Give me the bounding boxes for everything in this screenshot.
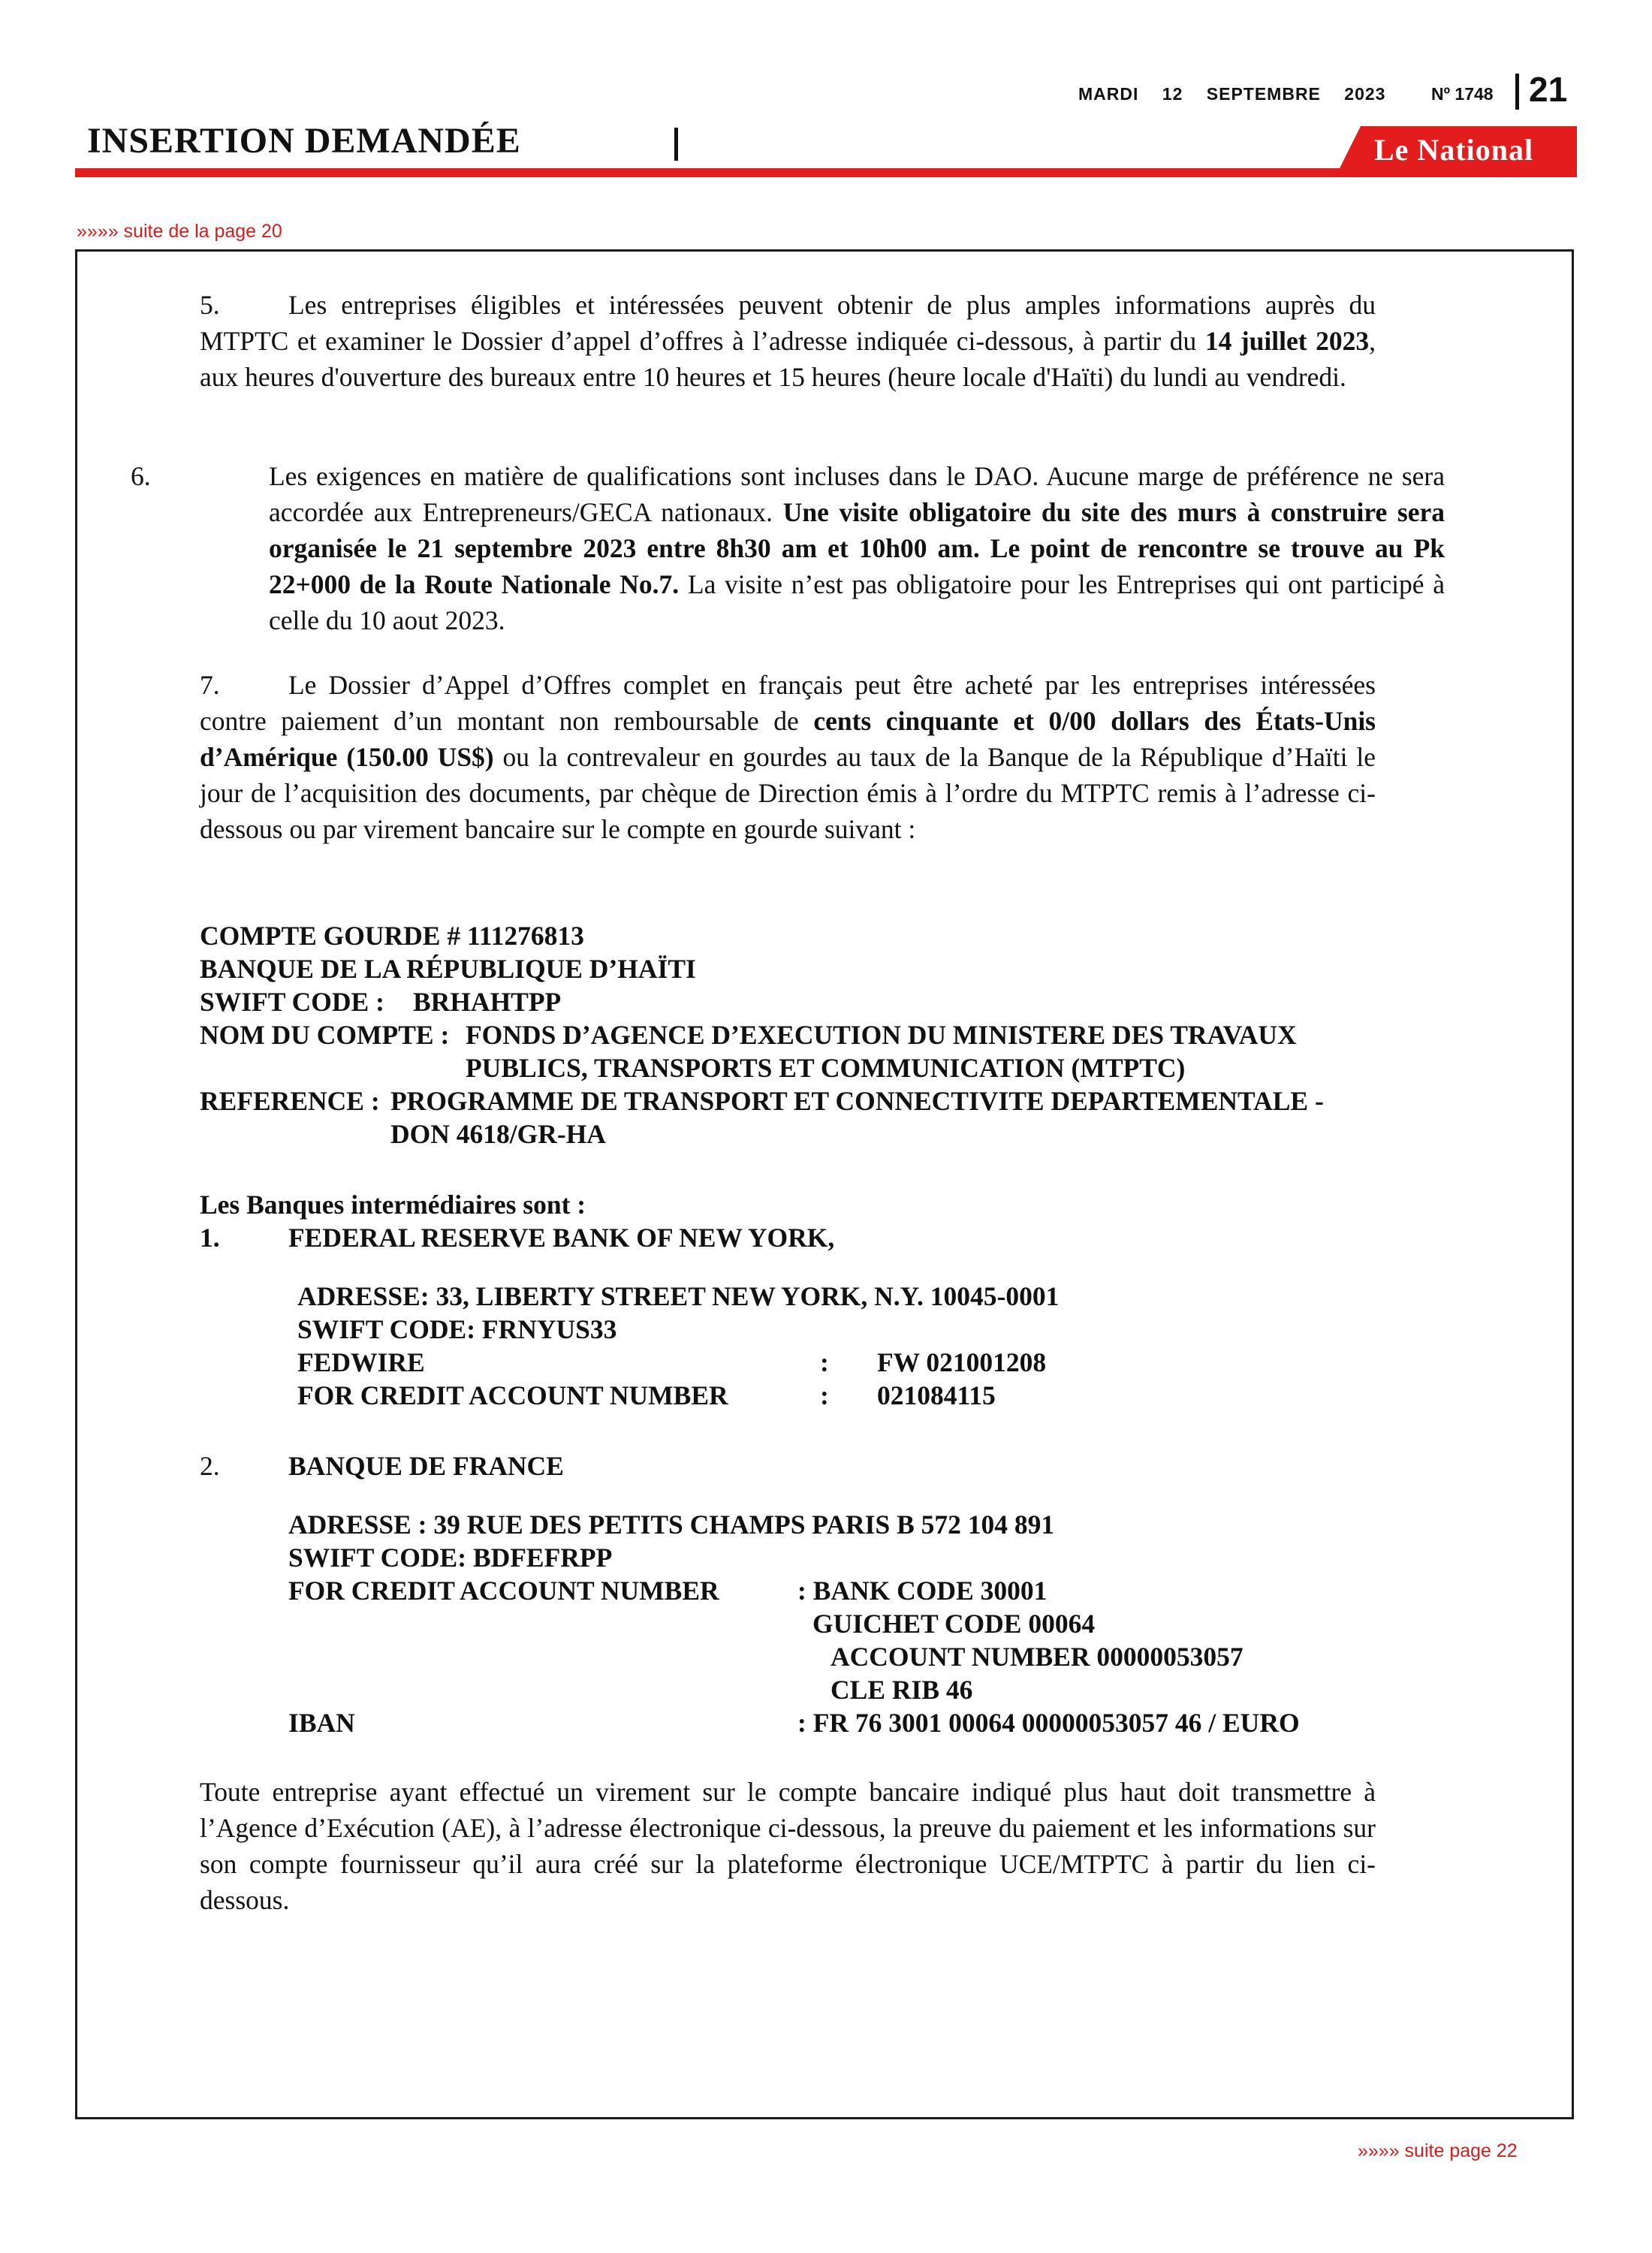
account-swift-label: SWIFT CODE : — [200, 987, 384, 1017]
header-date — [1078, 84, 1403, 104]
paragraph-number: 7. — [200, 670, 220, 700]
header-date-num: 12 — [1162, 84, 1183, 104]
reference-label: REFERENCE : — [200, 1086, 380, 1116]
page-number: 21 — [1529, 70, 1568, 109]
paragraph-5: 5. Les entreprises éligibles et intéressées peuvent obtenir de plus amples informations auprès du MTPTC et examiner le Dossier d’appel d’offres à l’adresse indiquée ci-dessous, à partir du 14 juillet 2023, aux heures d'ouverture des bureaux entre 10 heures et 15 heures (heure locale d'Haïti) du lundi au vendredi. — [200, 287, 1376, 395]
paragraph-number: 6. — [131, 461, 151, 491]
bank2-swift: SWIFT CODE: BDFEFRPP — [288, 1543, 613, 1573]
bank2-iban-label: IBAN — [288, 1708, 355, 1738]
bank1-address: ADRESSE: 33, LIBERTY STREET NEW YORK, N.Y. 10045-0001 — [297, 1281, 1060, 1311]
title-divider — [674, 128, 678, 161]
bank2-bank-code: : BANK CODE 30001 — [797, 1576, 1048, 1606]
continued-to-link: »»»» suite page 22 — [1358, 2140, 1518, 2161]
reference-line1: PROGRAMME DE TRANSPORT ET CONNECTIVITE DEPARTEMENTALE - — [390, 1086, 1324, 1116]
account-swift-value: BRHAHTPP — [413, 987, 562, 1017]
bank2-cle-rib: CLE RIB 46 — [831, 1675, 973, 1705]
bank1-credit-label: FOR CREDIT ACCOUNT NUMBER — [297, 1380, 728, 1410]
banks-heading: Les Banques intermédiaires sont : — [200, 1190, 586, 1220]
bank1-fedwire-colon: : — [820, 1347, 829, 1377]
bank2-credit-label: FOR CREDIT ACCOUNT NUMBER — [288, 1576, 719, 1606]
bank1-swift: SWIFT CODE: FRNYUS33 — [297, 1314, 617, 1344]
bank2-address: ADRESSE : 39 RUE DES PETITS CHAMPS PARIS B 572 104 891 — [288, 1510, 1055, 1540]
bank1-fedwire-label: FEDWIRE — [297, 1347, 425, 1377]
account-name-label: NOM DU COMPTE : — [200, 1020, 450, 1050]
paragraph-7: 7. Le Dossier d’Appel d’Offres complet en français peut être acheté par les entreprises intéressées contre paiement d’un montant non remboursable de cents cinquante et 0/00 dollars des États-Unis d’Amérique (150.00 US$) ou la contrevaleur en gourdes au taux de la Banque de la République d’Haïti le jour de l’acquisition des documents, par chèque de Direction émis à l’ordre du MTPTC remis à l’adresse ci-dessous ou par virement bancaire sur le compte en gourde suivant : — [200, 667, 1376, 847]
continued-from-link: »»»» suite de la page 20 — [77, 221, 282, 242]
paragraph-number: 5. — [200, 290, 220, 320]
bank1-fedwire-value: FW 021001208 — [877, 1347, 1047, 1377]
brand-logo: Le National — [1374, 133, 1534, 167]
header-year: 2023 — [1344, 84, 1386, 104]
bank2-name: BANQUE DE FRANCE — [288, 1451, 564, 1481]
bank2-account-number: ACCOUNT NUMBER 00000053057 — [831, 1642, 1244, 1672]
account-bank: BANQUE DE LA RÉPUBLIQUE D’HAÏTI — [200, 954, 696, 984]
paragraph-6: 6. Les exigences en matière de qualifications sont incluses dans le DAO. Aucune marge de préférence ne sera accordée aux Entrepreneurs/GECA nationaux. Une visite obligatoire du site des murs à construire sera organisée le 21 septembre 2023 entre 8h30 am et 10h00 am. Le point de rencontre se trouve au Pk 22+000 de la Route Nationale No.7. La visite n’est pas obligatoire pour les Entreprises qui ont participé à celle du 10 aout 2023. — [200, 458, 1445, 638]
header-divider — [1515, 74, 1519, 110]
section-title: INSERTION DEMANDÉE — [87, 121, 521, 161]
bank2-number: 2. — [200, 1451, 220, 1481]
bank2-iban-value: : FR 76 3001 00064 00000053057 46 / EURO — [797, 1708, 1300, 1738]
bank1-name: FEDERAL RESERVE BANK OF NEW YORK, — [288, 1223, 835, 1253]
bank1-credit-colon: : — [820, 1380, 829, 1410]
header-day: MARDI — [1078, 84, 1139, 104]
header-month: SEPTEMBRE — [1206, 84, 1321, 104]
reference-line2: DON 4618/GR-HA — [390, 1119, 606, 1149]
closing-paragraph: Toute entreprise ayant effectué un virement sur le compte bancaire indiqué plus haut doit transmettre à l’Agence d’Exécution (AE), à l’adresse électronique ci-dessous, la preuve du paiement et les informations sur son compte fournisseur qu’il aura créé sur la plateforme électronique UCE/MTPTC à partir du lien ci-dessous. — [200, 1777, 1376, 1915]
bank2-guichet-code: GUICHET CODE 00064 — [812, 1609, 1096, 1639]
account-number: COMPTE GOURDE # 111276813 — [200, 921, 584, 951]
account-name-line2: PUBLICS, TRANSPORTS ET COMMUNICATION (MTPTC) — [466, 1053, 1186, 1083]
issue-number: Nº 1748 — [1431, 84, 1494, 104]
bank1-number: 1. — [200, 1223, 220, 1253]
account-name-line1: FONDS D’AGENCE D’EXECUTION DU MINISTERE DES TRAVAUX — [466, 1020, 1297, 1050]
bank1-credit-value: 021084115 — [877, 1380, 996, 1410]
